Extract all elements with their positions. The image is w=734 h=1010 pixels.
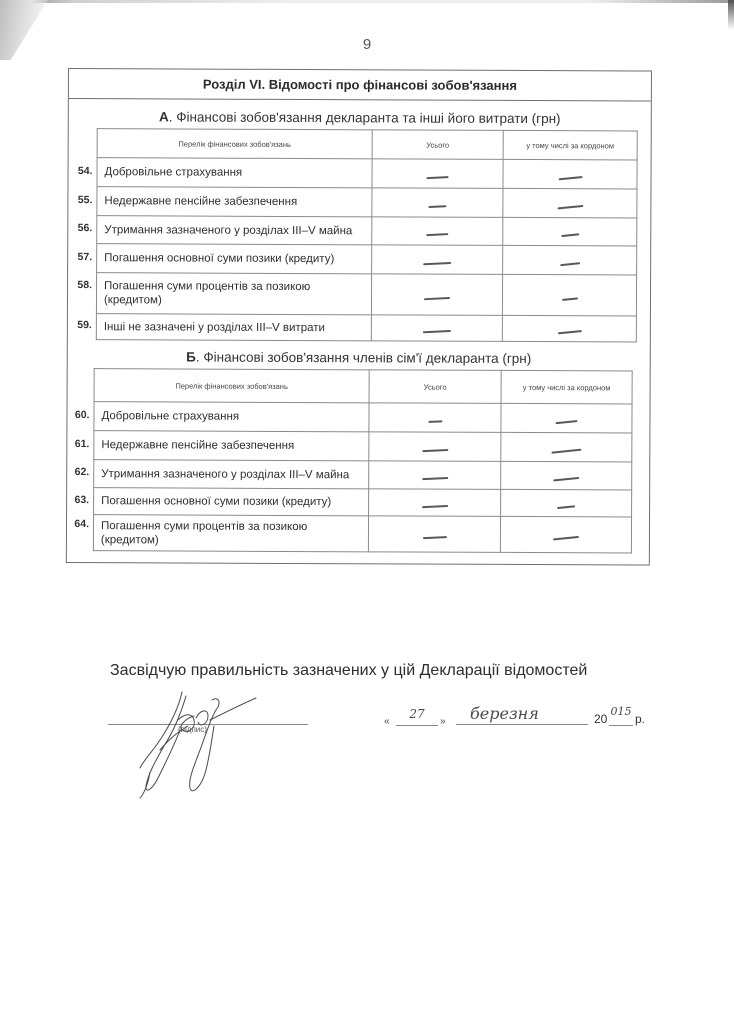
date-century: 20: [594, 712, 608, 726]
table-row: [93, 515, 631, 553]
row-total-cell: [371, 315, 502, 342]
table-row: [94, 488, 632, 517]
row-abroad-cell: [503, 159, 637, 189]
handwritten-dash-abroad: [553, 536, 579, 540]
page-number: 9: [362, 36, 372, 53]
handwritten-dash-abroad: [555, 420, 577, 424]
header-item: Перелік фінансових зобов'язань: [97, 129, 372, 159]
table-row: [97, 244, 637, 275]
row-label: Недержавне пенсійне забезпечення: [94, 431, 369, 461]
scan-edge-right: [728, 0, 734, 30]
date-close-quote: »: [440, 716, 446, 727]
section-title: Розділ VI. Відомості про фінансові зобов'язання: [69, 69, 651, 102]
table-row: [96, 273, 636, 316]
row-label: Утримання зазначеного у розділах III–V майна: [94, 460, 369, 489]
row-number: 60.: [74, 408, 90, 421]
table-row: [94, 431, 632, 462]
handwritten-dash-total: [428, 420, 442, 422]
row-abroad-cell: [502, 315, 636, 342]
row-total-cell: [372, 188, 503, 218]
row-label: Добровільне страхування: [94, 402, 369, 432]
handwritten-dash-abroad: [561, 297, 577, 300]
row-number: 55.: [77, 193, 93, 206]
date-day: 27: [396, 707, 438, 726]
row-number: 54.: [77, 164, 93, 177]
row-total-cell: [372, 245, 503, 275]
row-number: 57.: [77, 250, 93, 263]
part-b-title-text: . Фінансові зобов'язання членів сім'ї декларанта (грн): [195, 349, 532, 367]
date-open-quote: «: [384, 716, 390, 727]
row-abroad-cell: [501, 461, 632, 490]
handwritten-dash-total: [427, 176, 449, 179]
handwritten-dash-total: [424, 296, 450, 299]
part-b-title: [68, 349, 650, 367]
header-total: Усього: [369, 370, 501, 404]
part-a-title: [69, 109, 651, 127]
row-abroad-cell: [501, 432, 632, 462]
date-suffix: р.: [635, 712, 646, 726]
row-abroad-cell: [503, 188, 637, 218]
row-label: Добровільне страхування: [97, 158, 372, 188]
row-abroad-cell: [500, 516, 631, 553]
row-label: Погашення основної суми позики (кредиту): [97, 244, 372, 274]
scan-edge-top: [0, 0, 734, 3]
handwritten-dash-total: [422, 536, 446, 539]
handwritten-dash-total: [423, 330, 451, 333]
handwritten-dash-abroad: [560, 262, 580, 265]
row-label: Погашення суми процентів за позикою (кредитом): [93, 515, 368, 552]
table-row: [97, 216, 637, 246]
handwritten-dash-abroad: [561, 233, 579, 236]
row-total-cell: [368, 516, 500, 553]
part-b-letter: Б: [186, 349, 196, 365]
certification-text: Засвідчую правильність зазначених у цій Декларації відомостей: [110, 662, 588, 679]
row-abroad-cell: [503, 217, 637, 246]
handwritten-dash-abroad: [557, 505, 575, 508]
row-total-cell: [369, 432, 501, 462]
handwritten-dash-total: [422, 504, 448, 507]
row-number: 59.: [77, 319, 92, 332]
row-number: 56.: [77, 222, 93, 235]
row-abroad-cell: [502, 274, 636, 316]
row-abroad-cell: [501, 403, 632, 433]
header-abroad: у тому числі за кордоном: [501, 370, 632, 404]
part-a-title-text: . Фінансові зобов'язання декларанта та інші його витрати (грн): [168, 109, 561, 127]
handwritten-dash-abroad: [551, 448, 581, 452]
date-field: [382, 704, 646, 734]
table-row: [97, 158, 637, 189]
row-label: Інші не зазначені у розділах III–V витрати: [96, 314, 371, 341]
header-total: Усього: [372, 130, 503, 160]
row-number: 63.: [74, 493, 90, 506]
row-total-cell: [372, 217, 503, 246]
table-row: [96, 314, 636, 342]
date-month: березня: [456, 704, 588, 725]
part-b-table: [93, 368, 633, 553]
signature-caption: (підпис): [178, 725, 207, 734]
part-a-table: [96, 128, 638, 342]
table-header-row: [94, 369, 632, 404]
row-number: 58.: [77, 278, 93, 291]
table-header-row: [97, 129, 637, 160]
handwritten-dash-abroad: [557, 330, 581, 334]
handwritten-dash-total: [422, 477, 448, 480]
table-row: [97, 187, 637, 218]
row-abroad-cell: [503, 245, 637, 275]
row-total-cell: [369, 403, 501, 433]
row-label: Погашення основної суми позики (кредиту): [94, 488, 369, 516]
handwritten-dash-total: [423, 261, 451, 264]
handwritten-dash-abroad: [557, 204, 583, 208]
part-a-letter: А: [158, 109, 169, 125]
table-row: [94, 460, 632, 490]
row-total-cell: [371, 274, 502, 316]
handwritten-dash-total: [428, 205, 446, 207]
table-row: [94, 402, 632, 433]
handwritten-signature: [130, 690, 260, 800]
handwritten-dash-total: [422, 448, 448, 451]
row-number: 62.: [74, 466, 90, 479]
section-vi-box: [66, 68, 652, 566]
row-number: 61.: [74, 437, 90, 450]
row-label: Утримання зазначеного у розділах III–V майна: [97, 216, 372, 245]
row-label: Недержавне пенсійне забезпечення: [97, 187, 372, 217]
date-year: 015: [609, 705, 633, 726]
handwritten-dash-abroad: [553, 477, 579, 481]
header-abroad: у тому числі за кордоном: [503, 130, 637, 160]
handwritten-dash-abroad: [558, 175, 582, 179]
header-item: Перелік фінансових зобов'язань: [94, 369, 369, 403]
row-total-cell: [372, 159, 503, 189]
row-total-cell: [369, 461, 501, 490]
row-number: 64.: [74, 518, 90, 531]
row-total-cell: [369, 489, 501, 517]
handwritten-dash-total: [426, 233, 448, 236]
row-abroad-cell: [501, 489, 632, 517]
row-label: Погашення суми процентів за позикою (кредитом): [96, 273, 371, 315]
